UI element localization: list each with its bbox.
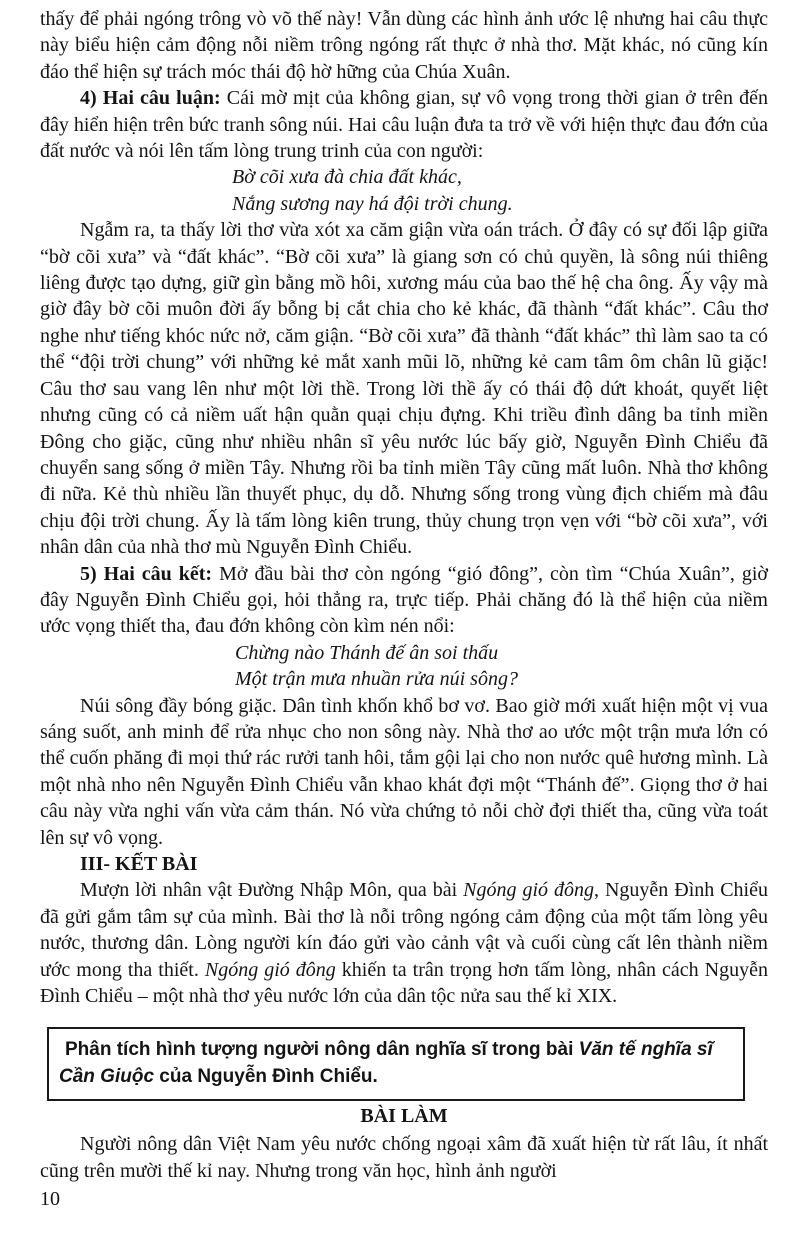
essay-paragraph: Người nông dân Việt Nam yêu nước chống ngoại xâm đã xuất hiện từ rất lâu, ít nhất cũng trên mười thế kỉ nay. Nhưng trong văn học, hình ảnh người <box>40 1133 768 1182</box>
work-title-ref: Văn tế nghĩa sĩ Cần Giuộc <box>59 1039 713 1088</box>
page-content <box>40 6 768 1184</box>
section-5-heading: 5) Hai câu kết: <box>80 562 213 585</box>
poem-title-ref: Ngóng gió đông <box>204 958 336 981</box>
section-5-text: Mở đầu bài thơ còn ngóng “gió đông”, còn tìm “Chúa Xuân”, giờ đây Nguyễn Đình Chiểu gọi, hỏi thẳng ra, trực tiếp. Phải chăng đó là thể hiện của niềm ước vọng thiết tha, đau đớn không còn kìm nén nổi: <box>40 562 769 638</box>
poem-title-ref: Ngóng gió đông <box>463 879 594 902</box>
poem-couplet-1 <box>40 164 768 217</box>
section-3-heading: III- KẾT BÀI <box>80 853 198 875</box>
section-5-paragraph <box>40 561 768 640</box>
section-4-text: Cái mờ mịt của không gian, sự vô vọng trong thời gian ở trên đến đây hiển hiện trên bức tranh sông núi. Hai câu luận đưa ta trở về với hiện thực đau đớn của đất nước và nói lên tấm lòng trung trinh của con người: <box>40 87 768 163</box>
section-4-heading: 4) Hai câu luận: <box>80 87 221 110</box>
conclusion-text: khiến ta trân trọng hơn tấm lòng, nhân cách Nguyễn Đình Chiểu – một nhà thơ yêu nước lớn của dân tộc nửa sau thế kỉ XIX. <box>40 958 768 1008</box>
section-4-paragraph <box>40 85 768 164</box>
poem-couplet-2 <box>40 640 768 693</box>
bai-lam-title: BÀI LÀM <box>360 1105 448 1128</box>
conclusion-text: , Nguyễn Đình Chiểu đã gửi gắm tâm sự của mình. Bài thơ là nỗi trông ngóng cảm động của một tấm lòng yêu nước, thương dân. Lòng người kín đáo gửi vào cảnh vật và cuối cùng cất lên thành niềm ước mong tha thiết. <box>40 879 768 981</box>
page-number: 10 <box>40 1188 60 1210</box>
assignment-prompt: của Nguyễn Đình Chiểu. <box>154 1066 378 1088</box>
poem-line: Bờ cõi xưa đà chia đất khác, <box>232 166 462 189</box>
section-5-analysis: Núi sông đầy bóng giặc. Dân tình khốn khổ bơ vơ. Bao giờ mới xuất hiện một vị vua sáng suốt, anh minh để rửa nhục cho non sông này. Nhà thơ ao ước một trận mưa lớn có thể cuốn phăng đi mọi thứ rác rưởi tanh hôi, tắm gội lại cho non nước quê hương mình. Là một nhà nho nên Nguyễn Đình Chiểu vẫn khao khát đợi một “Thánh đế”. Giọng thơ ở hai câu này vừa nghi vấn vừa cảm thán. Nó vừa chứng tỏ nỗi chờ đợi thiết tha, cũng vừa toát lên sự vô vọng. <box>40 694 768 849</box>
assignment-prompt: Phân tích hình tượng người nông dân nghĩa sĩ trong bài <box>65 1039 579 1061</box>
poem-line: Chừng nào Thánh đế ân soi thấu <box>235 641 499 664</box>
poem-line: Một trận mưa nhuần rửa núi sông? <box>235 668 518 691</box>
assignment-box <box>47 1027 745 1101</box>
conclusion-text: Mượn lời nhân vật Đường Nhập Môn, qua bài <box>80 879 464 902</box>
poem-line: Nắng sương nay há đội trời chung. <box>232 192 513 215</box>
paragraph-intro: thấy để phải ngóng trông vò võ thế này! Vẫn dùng các hình ảnh ước lệ nhưng hai câu thực này biểu hiện cảm động nỗi niềm trông ngóng rất thực ở nhà thơ. Mặt khác, nó cũng kín đáo thể hiện sự trách móc thái độ hờ hững của Chúa Xuân. <box>40 8 768 83</box>
conclusion-paragraph <box>40 877 768 1009</box>
section-4-analysis: Ngẫm ra, ta thấy lời thơ vừa xót xa căm giận vừa oán trách. Ở đây có sự đối lập giữa “bờ cõi xưa” và “đất khác”. “Bờ cõi xưa” là giang sơn có chủ quyền, là sông núi thiêng liêng được tạo dựng, giữ gìn bằng mồ hôi, xương máu của bao thế hệ cha ông. Ấy vậy mà giờ đây bờ cõi muôn đời ấy bỗng bị cắt chia cho kẻ khác, đã thành “đất khác”. Câu thơ nghe như tiếng khóc nức nở, căm giận. “Bờ cõi xưa” đã thành “đất khác” thì làm sao ta có thể “đội trời chung” với những kẻ mắt xanh mũi lõ, những kẻ cam tâm ôm chân lũ giặc! Câu thơ sau vang lên như một lời thề. Trong lời thề ấy có thái độ dứt khoát, quyết liệt nhưng cũng có cả niềm uất hận quằn quại chịu đựng. Khi triều đình dâng ba tỉnh miền Đông cho giặc, cũng như nhiều nhân sĩ yêu nước lúc bấy giờ, Nguyễn Đình Chiểu đã chuyển sang sống ở miền Tây. Nhưng rồi ba tỉnh miền Tây cũng mất luôn. Nhà thơ không đi nữa. Kẻ thù nhiều lần thuyết phục, dụ dỗ. Nhưng sống trong vùng địch chiếm mà đâu chịu đội trời chung. Ấy là tấm lòng kiên trung, thủy chung trọn vẹn với “bờ cõi xưa”, với nhân dân của nhà thơ mù Nguyễn Đình Chiểu. <box>40 219 768 559</box>
assignment-text <box>59 1036 733 1090</box>
